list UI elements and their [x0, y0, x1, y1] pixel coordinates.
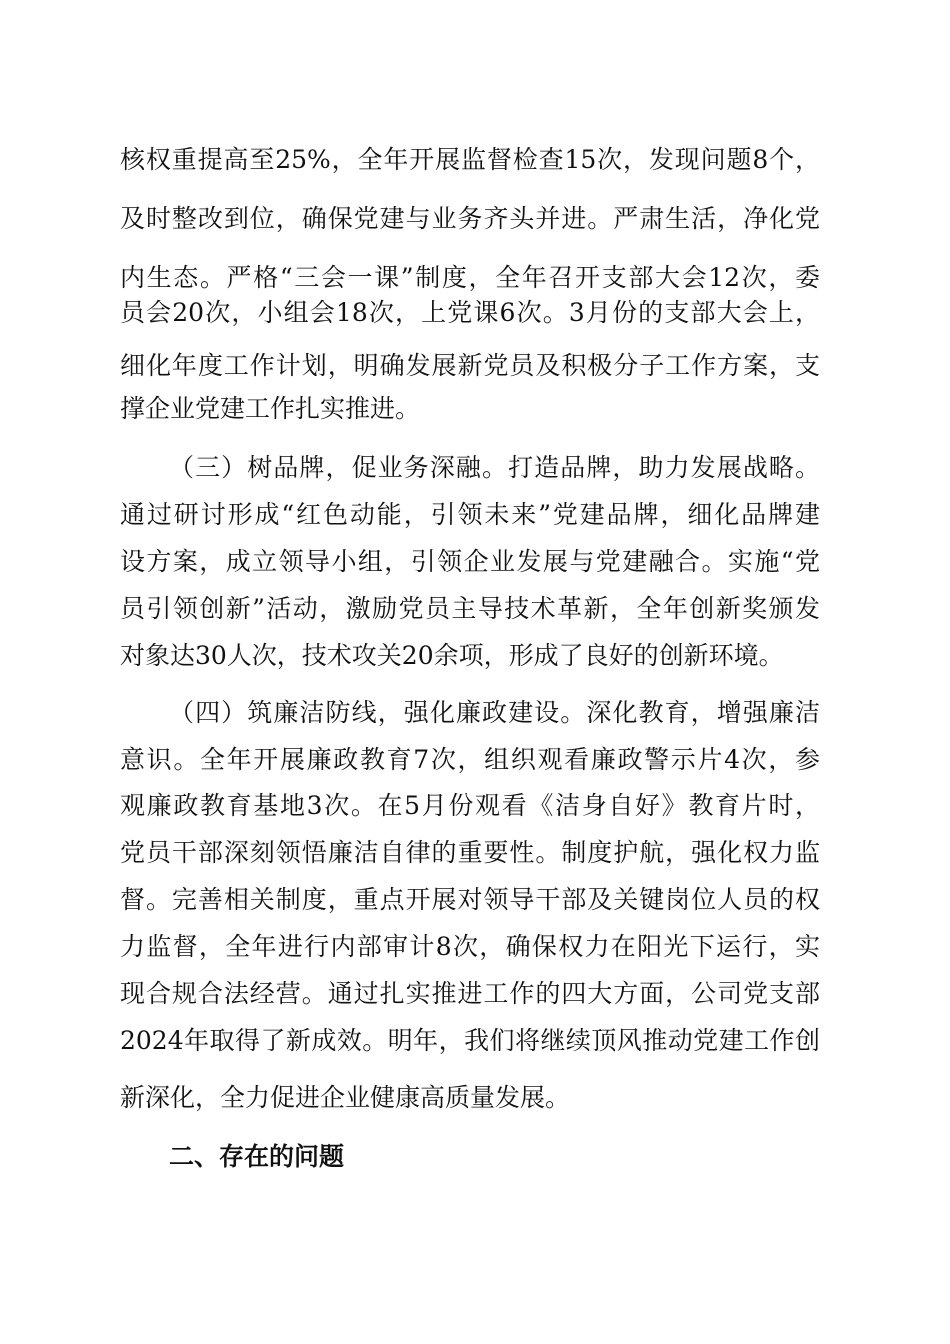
body-text-line: 核权重提高至25%，全年开展监督检查15次，发现问题8个，	[120, 145, 820, 174]
body-text-line: 督。完善相关制度，重点开展对领导干部及关键岗位人员的权	[120, 885, 820, 914]
body-text-line: 内生态。严格“三会一课”制度，全年召开支部大会12次，委	[120, 263, 820, 292]
body-text-line: 力监督，全年进行内部审计8次，确保权力在阳光下运行，实	[120, 932, 820, 961]
body-text-line: 2024年取得了新成效。明年，我们将继续顶风推动党建工作创	[120, 1026, 820, 1055]
body-text-line: 员会20次，小组会18次，上党课6次。3月份的支部大会上，	[120, 298, 820, 327]
body-text-line: 观廉政教育基地3次。在5月份观看《洁身自好》教育片时，	[120, 791, 820, 820]
body-text-line: 通过研讨形成“红色动能，引领未来”党建品牌，细化品牌建	[120, 500, 820, 529]
body-text-line: 及时整改到位，确保党建与业务齐头并进。严肃生活，净化党	[120, 204, 820, 233]
body-text-line: 设方案，成立领导小组，引领企业发展与党建融合。实施“党	[120, 547, 820, 576]
subsection-3-lead-line: （三）树品牌，促业务深融。打造品牌，助力发展战略。	[169, 453, 820, 482]
body-text-line: 对象达30人次，技术攻关20余项，形成了良好的创新环境。	[120, 641, 784, 670]
subsection-4-lead-line: （四）筑廉洁防线，强化廉政建设。深化教育，增强廉洁	[169, 698, 820, 727]
body-text-line: 细化年度工作计划，明确发展新党员及积极分子工作方案，支	[120, 351, 820, 380]
body-text-line: 意识。全年开展廉政教育7次，组织观看廉政警示片4次，参	[120, 745, 820, 774]
body-text-line: 新深化，全力促进企业健康高质量发展。	[120, 1083, 571, 1112]
body-text-line: 党员干部深刻领悟廉洁自律的重要性。制度护航，强化权力监	[120, 838, 820, 867]
body-text-line: 员引领创新”活动，激励党员主导技术革新，全年创新奖颁发	[120, 594, 820, 623]
section-heading: 二、存在的问题	[169, 1142, 345, 1171]
body-text-line: 撑企业党建工作扎实推进。	[120, 394, 421, 423]
body-text-line: 现合规合法经营。通过扎实推进工作的四大方面，公司党支部	[120, 979, 820, 1008]
